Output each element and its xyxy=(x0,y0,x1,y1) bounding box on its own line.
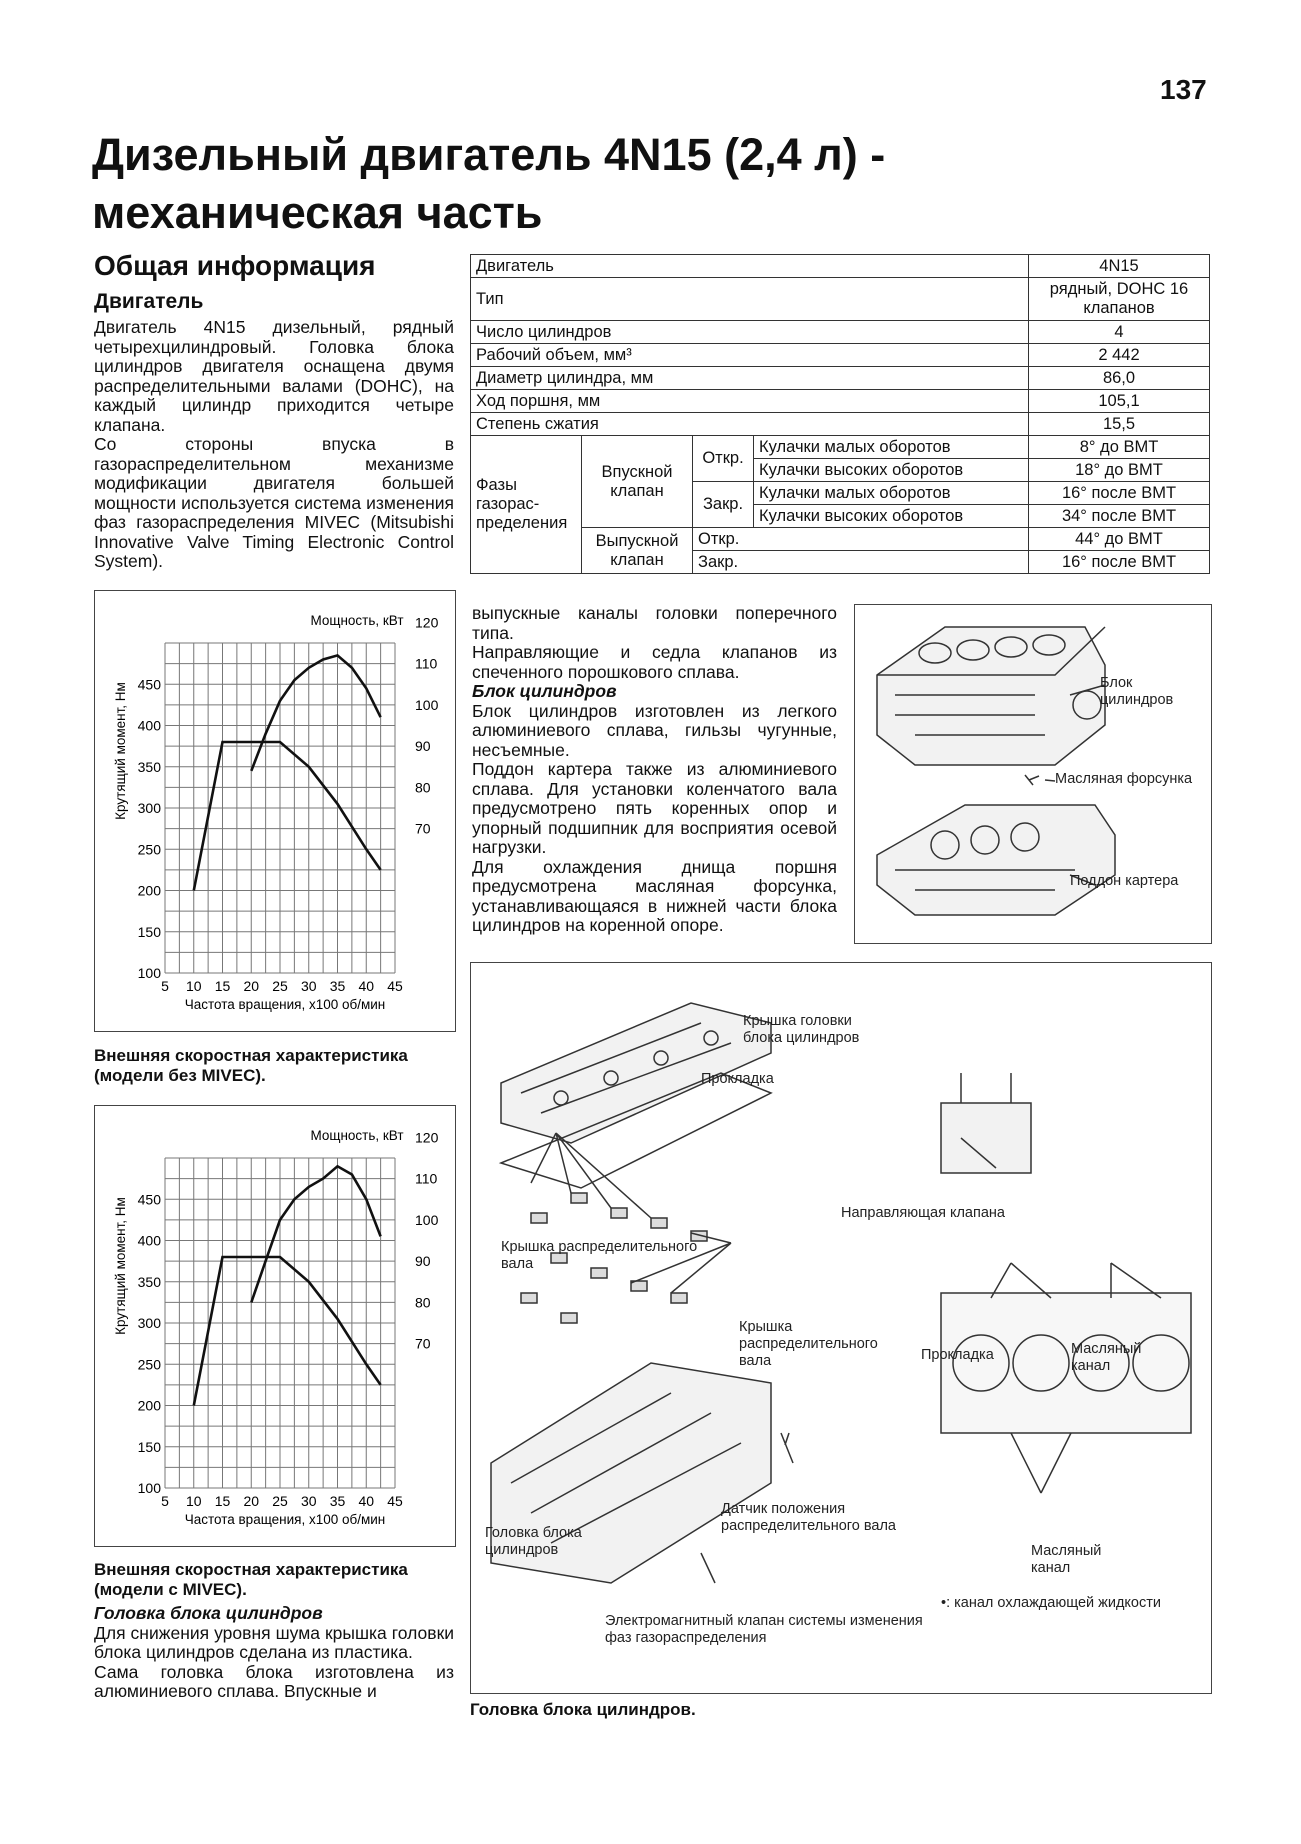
head-text xyxy=(94,1604,454,1702)
table-cell: Закр. xyxy=(693,551,1029,574)
label-gasket-2: Прокладка xyxy=(921,1347,994,1363)
label-oil-nozzle: Масляная форсунка xyxy=(1055,771,1193,787)
y-left-tick-label: 450 xyxy=(137,676,161,693)
table-cell: Степень сжатия xyxy=(471,413,1029,436)
table-row xyxy=(471,321,1210,344)
table-cell: 4N15 xyxy=(1029,255,1210,278)
x-tick-label: 30 xyxy=(300,978,317,994)
chart-2-caption: Внешняя скоростная характеристика (модели с MIVEC). xyxy=(94,1560,408,1599)
mid-paragraph-3: Блок цилиндров изготовлен из легкого алюминиевого сплава, гильзы чугунные, несъемные. xyxy=(472,700,837,760)
table-row xyxy=(471,413,1210,436)
table-cell: 15,5 xyxy=(1029,413,1210,436)
table-cell: Ход поршня, мм xyxy=(471,390,1029,413)
y-right-tick-label: 70 xyxy=(415,820,431,837)
x-tick-label: 45 xyxy=(387,978,403,994)
page-title xyxy=(92,126,1192,242)
y-right-axis-label: Мощность, кВт xyxy=(310,613,404,628)
x-tick-label: 5 xyxy=(161,978,169,994)
table-cell: Откр. xyxy=(693,528,1029,551)
chart-2-frame xyxy=(94,1105,456,1547)
y-right-tick-label: 110 xyxy=(415,655,438,672)
chart-1-caption: Внешняя скоростная характеристика (модели без MIVEC). xyxy=(94,1046,408,1085)
y-left-tick-label: 200 xyxy=(137,1397,161,1414)
x-axis-label: Частота вращения, x100 об/мин xyxy=(184,1512,386,1527)
table-cell: 44° до ВМТ xyxy=(1029,528,1210,551)
label-valve-guide: Направляющая клапана xyxy=(841,1205,1005,1221)
table-cell: 16° после ВМТ xyxy=(1029,482,1210,505)
y-left-tick-label: 400 xyxy=(137,1232,161,1249)
table-cell: Двигатель xyxy=(471,255,1029,278)
table-cell: Выпускной клапан xyxy=(582,528,693,574)
table-row xyxy=(471,367,1210,390)
table-row xyxy=(471,278,1210,321)
table-row xyxy=(471,436,1210,459)
y-left-tick-label: 350 xyxy=(137,1273,161,1290)
label-cylinder-head: Головка блока цилиндров xyxy=(485,1525,582,1558)
label-camshaft-cap-2: Крышка распределительного вала xyxy=(739,1319,878,1369)
cylinder-head-caption: Головка блока цилиндров. xyxy=(470,1700,696,1719)
y-left-tick-label: 150 xyxy=(137,1438,161,1455)
table-row xyxy=(471,528,1210,551)
table-cell: рядный, DOHC 16 клапанов xyxy=(1029,278,1210,321)
mid-paragraph-2: Направляющие и седла клапанов из спеченного порошкового сплава. xyxy=(472,642,837,682)
x-tick-label: 10 xyxy=(185,978,202,994)
x-tick-label: 35 xyxy=(329,1493,346,1509)
table-cell: Кулачки высоких оборотов xyxy=(754,459,1029,482)
table-cell: Кулачки малых оборотов xyxy=(754,436,1029,459)
x-tick-label: 20 xyxy=(243,978,260,994)
label-oil-channel-2: Масляный канал xyxy=(1031,1543,1102,1576)
mid-paragraph-1: выпускные каналы головки поперечного типа. xyxy=(472,603,837,643)
title-line-1: Дизельный двигатель 4N15 (2,4 л) - xyxy=(92,129,886,180)
y-left-tick-label: 250 xyxy=(137,841,161,858)
y-right-tick-label: 70 xyxy=(415,1335,431,1352)
subsection-engine-heading: Двигатель xyxy=(94,290,204,313)
torque-series-line xyxy=(194,742,381,891)
block-figure xyxy=(854,604,1212,944)
head-paragraph-2: Сама головка блока изготовлена из алюминиевого сплава. Впускные и xyxy=(94,1661,454,1701)
x-tick-label: 10 xyxy=(185,1493,202,1509)
y-left-tick-label: 100 xyxy=(137,965,161,981)
y-left-tick-label: 150 xyxy=(137,923,161,940)
x-tick-label: 5 xyxy=(161,1493,169,1509)
y-right-tick-label: 90 xyxy=(415,1253,431,1270)
engine-spec-table xyxy=(470,254,1210,574)
y-left-tick-label: 300 xyxy=(137,800,161,816)
y-left-tick-label: 400 xyxy=(137,717,161,734)
mid-paragraph-5: Для охлаждения днища поршня предусмотрена масляная форсунка, устанавливающаяся в нижней части блока цилиндров на коренной опоре. xyxy=(472,856,837,935)
cylinder-head-figure xyxy=(470,962,1212,1694)
y-right-tick-label: 100 xyxy=(415,696,439,713)
head-subheading: Головка блока цилиндров xyxy=(94,1603,323,1623)
y-left-tick-label: 300 xyxy=(137,1315,161,1331)
y-left-tick-label: 350 xyxy=(137,758,161,775)
chart-1 xyxy=(95,591,455,1031)
intro-text xyxy=(94,318,454,572)
table-row xyxy=(471,255,1210,278)
y-right-axis-label: Мощность, кВт xyxy=(310,1128,404,1143)
table-cell: 105,1 xyxy=(1029,390,1210,413)
x-tick-label: 25 xyxy=(272,978,288,994)
table-cell: Кулачки малых оборотов xyxy=(754,482,1029,505)
table-cell: Закр. xyxy=(693,482,754,528)
title-line-2: механическая часть xyxy=(92,187,543,238)
page-number: 137 xyxy=(1160,74,1207,105)
y-left-tick-label: 200 xyxy=(137,882,161,899)
table-cell: Диаметр цилиндра, мм xyxy=(471,367,1029,390)
table-cell: Фазы газорас-пределения xyxy=(471,436,582,574)
y-left-axis-label: Крутящий момент, Нм xyxy=(113,682,128,820)
power-series-line xyxy=(251,655,380,771)
table-cell: Тип xyxy=(471,278,1029,321)
x-tick-label: 35 xyxy=(329,978,346,994)
y-left-axis-label: Крутящий момент, Нм xyxy=(113,1197,128,1335)
table-cell: Число цилиндров xyxy=(471,321,1029,344)
label-solenoid-valve: Электромагнитный клапан системы изменения фаз газораспределения xyxy=(605,1613,923,1646)
block-subheading: Блок цилиндров xyxy=(472,681,617,701)
intro-paragraph-1: Двигатель 4N15 дизельный, рядный четырехцилиндровый. Головка блока цилиндров двигателя оснащена двумя распределительными валами (DOHC), на каждый цилиндр приходится четыре клапана. xyxy=(94,317,454,435)
label-cylinder-block: Блок цилиндров xyxy=(1100,675,1174,708)
x-tick-label: 45 xyxy=(387,1493,403,1509)
y-left-tick-label: 450 xyxy=(137,1191,161,1208)
x-tick-label: 20 xyxy=(243,1493,260,1509)
label-gasket: Прокладка xyxy=(701,1071,774,1087)
table-cell: Откр. xyxy=(693,436,754,482)
y-right-tick-label: 120 xyxy=(415,614,439,631)
table-cell: 86,0 xyxy=(1029,367,1210,390)
label-camshaft-sensor: Датчик положения распределительного вала xyxy=(721,1501,896,1534)
label-coolant-channel: •: канал охлаждающей жидкости xyxy=(941,1595,1161,1611)
chart-1-frame xyxy=(94,590,456,1032)
label-oil-channel-1: Масляный канал xyxy=(1071,1341,1142,1374)
table-cell: 4 xyxy=(1029,321,1210,344)
y-right-tick-label: 110 xyxy=(415,1170,438,1187)
y-left-tick-label: 250 xyxy=(137,1356,161,1373)
table-cell: Кулачки высоких оборотов xyxy=(754,505,1029,528)
x-tick-label: 25 xyxy=(272,1493,288,1509)
mid-paragraph-4: Поддон картера также из алюминиевого сплава. Для установки коленчатого вала предусмотрено пять коренных опор и упорный подшипник для восприятия осевой нагрузки. xyxy=(472,759,837,857)
torque-series-line xyxy=(194,1257,381,1406)
table-row xyxy=(471,344,1210,367)
label-oil-pan: Поддон картера xyxy=(1070,873,1179,889)
table-cell: 34° после ВМТ xyxy=(1029,505,1210,528)
section-heading: Общая информация xyxy=(94,250,376,281)
x-tick-label: 15 xyxy=(214,978,231,994)
table-cell: 16° после ВМТ xyxy=(1029,551,1210,574)
y-right-tick-label: 120 xyxy=(415,1129,439,1146)
y-right-tick-label: 90 xyxy=(415,738,431,755)
table-cell: 8° до ВМТ xyxy=(1029,436,1210,459)
intro-paragraph-2: Со стороны впуска в газораспределительном механизме модификации двигателя большей мощности используется система изменения фаз газораспределения MIVEC (Mitsubishi Innovative Valve Timing Electronic Control System). xyxy=(94,434,454,571)
label-head-cover: Крышка головки блока цилиндров xyxy=(743,1013,860,1046)
chart-2 xyxy=(95,1106,455,1546)
x-tick-label: 15 xyxy=(214,1493,231,1509)
y-right-tick-label: 80 xyxy=(415,779,431,796)
head-paragraph-1: Для снижения уровня шума крышка головки блока цилиндров сделана из пластика. xyxy=(94,1622,454,1662)
table-row xyxy=(471,390,1210,413)
x-tick-label: 30 xyxy=(300,1493,317,1509)
label-camshaft-cap-1: Крышка распределительного вала xyxy=(501,1239,698,1272)
x-tick-label: 40 xyxy=(358,1493,375,1509)
table-cell: 18° до ВМТ xyxy=(1029,459,1210,482)
table-cell: Впускной клапан xyxy=(582,436,693,528)
middle-text xyxy=(472,604,837,936)
x-tick-label: 40 xyxy=(358,978,375,994)
y-left-tick-label: 100 xyxy=(137,1480,161,1496)
y-right-tick-label: 100 xyxy=(415,1211,439,1228)
y-right-tick-label: 80 xyxy=(415,1294,431,1311)
x-axis-label: Частота вращения, x100 об/мин xyxy=(184,997,386,1012)
table-cell: 2 442 xyxy=(1029,344,1210,367)
table-cell: Рабочий объем, мм³ xyxy=(471,344,1029,367)
